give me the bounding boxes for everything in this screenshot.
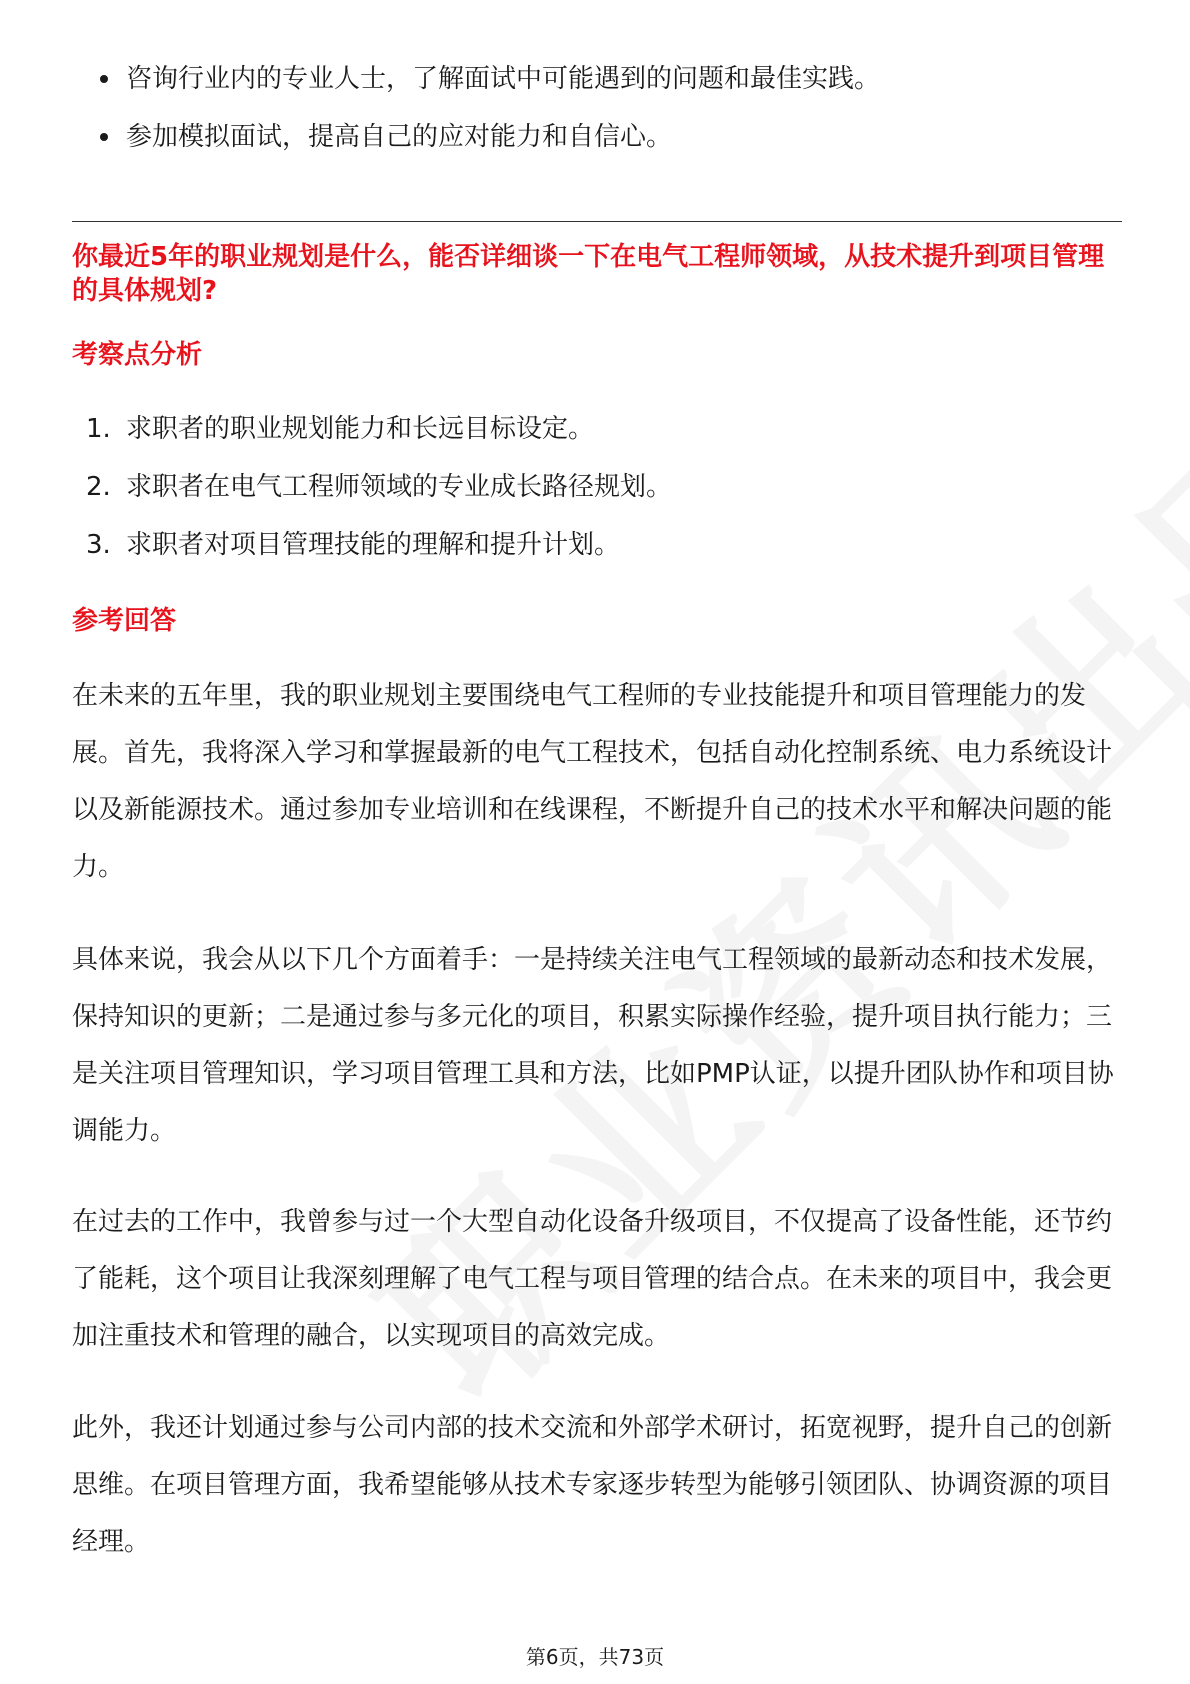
list-item-text: 求职者的职业规划能力和长远目标设定。 xyxy=(126,414,595,444)
list-item xyxy=(72,62,1122,96)
answer-paragraph: 在未来的五年里，我的职业规划主要围绕电气工程师的专业技能提升和项目管理能力的发展。首先，我将深入学习和掌握最新的电气工程技术，包括自动化控制系统、电力系统设计以及新能源技术。通过参加专业培训和在线课程，不断提升自己的技术水平和解决问题的能力。 xyxy=(72,681,1113,882)
list-number: 3. xyxy=(86,530,111,560)
list-item xyxy=(72,412,1122,446)
list-item xyxy=(72,120,1122,154)
answer-paragraph: 此外，我还计划通过参与公司内部的技术交流和外部学术研讨，拓宽视野，提升自己的创新思维。在项目管理方面，我希望能够从技术专家逐步转型为能够引领团队、协调资源的项目经理。 xyxy=(72,1413,1113,1557)
section-divider xyxy=(72,221,1122,222)
analysis-list xyxy=(72,412,1122,586)
answer-title: 参考回答 xyxy=(72,606,177,636)
question-heading: 你最近5年的职业规划是什么，能否详细谈一下在电气工程师领域，从技术提升到项目管理的具体规划? xyxy=(72,242,1105,306)
bullet-list xyxy=(72,62,1122,178)
list-item-text: 求职者对项目管理技能的理解和提升计划。 xyxy=(126,530,621,560)
list-number: 1. xyxy=(86,414,111,444)
list-item-text: 咨询行业内的专业人士，了解面试中可能遇到的问题和最佳实践。 xyxy=(126,64,881,94)
page-number: 第6页，共73页 xyxy=(525,1645,665,1669)
bullet-dot-icon xyxy=(100,75,108,83)
analysis-title: 考察点分析 xyxy=(72,340,203,370)
list-item-text: 求职者在电气工程师领域的专业成长路径规划。 xyxy=(126,472,673,502)
list-item-text: 参加模拟面试，提高自己的应对能力和自信心。 xyxy=(126,122,673,152)
answer-paragraph: 具体来说，我会从以下几个方面着手：一是持续关注电气工程领域的最新动态和技术发展，保持知识的更新；二是通过参与多元化的项目，积累实际操作经验，提升项目执行能力；三是关注项目管理知识，学习项目管理工具和方法，比如PMP认证，以提升团队协作和项目协调能力。 xyxy=(72,945,1114,1146)
list-number: 2. xyxy=(86,472,111,502)
list-item xyxy=(72,528,1122,562)
answer-paragraph: 在过去的工作中，我曾参与过一个大型自动化设备升级项目，不仅提高了设备性能，还节约了能耗，这个项目让我深刻理解了电气工程与项目管理的结合点。在未来的项目中，我会更加注重技术和管理的融合，以实现项目的高效完成。 xyxy=(72,1207,1113,1351)
bullet-dot-icon xyxy=(100,133,108,141)
list-item xyxy=(72,470,1122,504)
